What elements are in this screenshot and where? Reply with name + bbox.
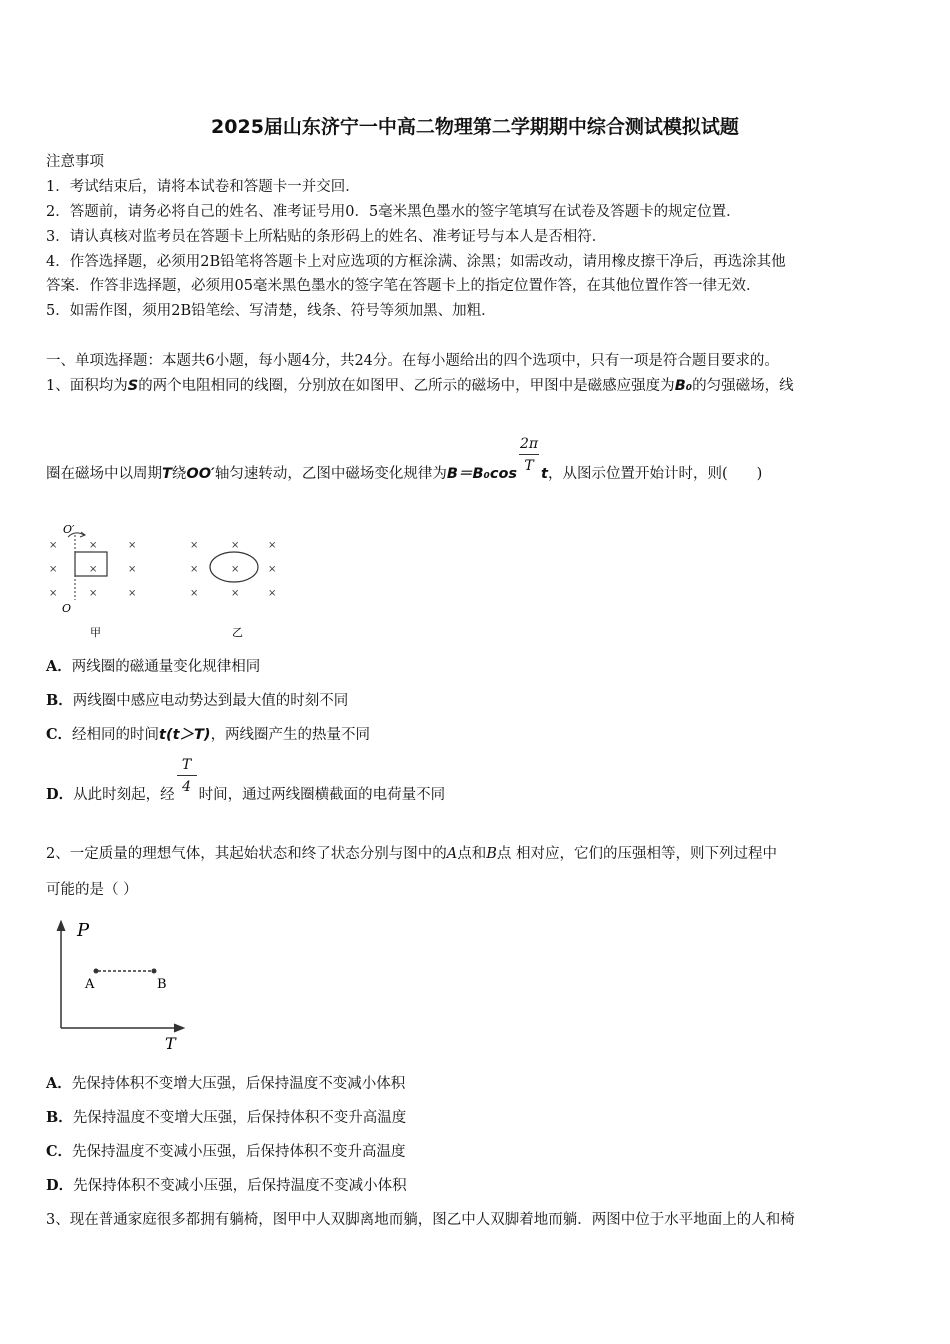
axis-label-bottom: O — [62, 602, 72, 615]
notice-item: 2．答题前，请务必将自己的姓名、准考证号用0．5毫米黑色墨水的签字笔填写在试卷及答题卡的规定位置． — [46, 204, 741, 220]
cross-mark: × — [268, 540, 277, 551]
q1-option-d: D．从此时刻起，经 $\frac{T}{4}$ 时间，通过两线圈横截面的电荷量不同 — [46, 757, 446, 803]
cross-mark: × — [128, 588, 137, 599]
axis-label-top: O′ — [63, 523, 75, 536]
figure-caption-jia: 甲 — [90, 626, 101, 639]
q2-stem-line1: 2、一定质量的理想气体，其起始状态和终了状态分别与图中的A点和B点 相对应，它们的压强相等，则下列过程中 — [46, 846, 777, 862]
cross-mark: × — [268, 564, 277, 575]
cross-mark: × — [49, 564, 58, 575]
cross-mark: × — [231, 588, 240, 599]
cross-mark: × — [190, 564, 199, 575]
q1-option-c: C．经相同的时间t(t＞T)，两线圈产生的热量不同 — [46, 726, 371, 743]
field-crosses — [49, 540, 276, 599]
cross-mark: × — [89, 540, 98, 551]
cross-mark: × — [190, 540, 199, 551]
q1-option-b: B．两线圈中感应电动势达到最大值的时刻不同 — [46, 692, 349, 709]
q3-stem-line1: 3、现在普通家庭很多都拥有躺椅，图甲中人双脚离地而躺，图乙中人双脚着地而躺．两图中位于水平地面上的人和椅 — [46, 1212, 795, 1228]
notice-item: 1．考试结束后，请将本试卷和答题卡一并交回． — [46, 179, 360, 195]
cross-mark: × — [49, 540, 58, 551]
point-a-label: A — [85, 977, 95, 992]
q1-figure-magnetic-fields — [44, 515, 294, 645]
notice-item: 3．请认真核对监考员在答题卡上所粘贴的条形码上的姓名、准考证号与本人是否相符． — [46, 229, 607, 245]
point-a — [94, 969, 99, 974]
q2-option-b: B．先保持温度不变增大压强，后保持体积不变升高温度 — [46, 1109, 407, 1126]
cross-mark: × — [128, 564, 137, 575]
cross-mark: × — [231, 540, 240, 551]
notice-item: 4．作答选择题，必须用2B铅笔将答题卡上对应选项的方框涂满、涂黑；如需改动，请用橡皮擦干净后，再选涂其他 — [46, 254, 786, 270]
q1-stem-line1: 1、面积均为S的两个电阻相同的线圈，分别放在如图甲、乙所示的磁场中，甲图中是磁感应强度为B₀的匀强磁场，线 — [46, 378, 794, 394]
fraction-2pi-over-t: $\frac{2\pi}{T}$ — [519, 436, 539, 474]
q2-option-d: D．先保持体积不变减小压强，后保持温度不变减小体积 — [46, 1177, 407, 1194]
cross-mark: × — [231, 564, 240, 575]
cross-mark: × — [190, 588, 199, 599]
q2-figure-pt-graph — [50, 915, 200, 1055]
cross-mark: × — [49, 588, 58, 599]
fraction-t-over-4: $\frac{T}{4}$ — [175, 785, 199, 805]
p-axis-label: P — [77, 920, 90, 941]
page-title: 2025届山东济宁一中高二物理第二学期期中综合测试模拟试题 — [211, 116, 739, 138]
point-b-label: B — [157, 977, 167, 992]
cross-mark: × — [268, 588, 277, 599]
q2-option-a: A．先保持体积不变增大压强，后保持温度不变减小体积 — [46, 1075, 406, 1092]
section-heading: 一、单项选择题：本题共6小题，每小题4分，共24分。在每小题给出的四个选项中，只有一项是符合题目要求的。 — [46, 353, 779, 369]
t-axis-label: T — [165, 1034, 176, 1053]
cross-mark: × — [89, 588, 98, 599]
cross-mark: × — [128, 540, 137, 551]
notice-heading: 注意事项 — [46, 154, 104, 170]
notice-item: 答案．作答非选择题，必须用05毫米黑色墨水的签字笔在答题卡上的指定位置作答，在其他位置作答一律无效． — [46, 278, 761, 294]
cross-mark: × — [89, 564, 98, 575]
q1-option-a: A．两线圈的磁通量变化规律相同 — [46, 658, 261, 675]
notice-item: 5．如需作图，须用2B铅笔绘、写清楚，线条、符号等须加黑、加粗． — [46, 303, 496, 319]
point-b — [152, 969, 157, 974]
q1-stem-line2: 圈在磁场中以周期T绕OO′轴匀速转动，乙图中磁场变化规律为B＝B₀cos $\frac{2\pi}{T}$ t，从图示位置开始计时，则( ) — [46, 436, 763, 482]
figure-caption-yi: 乙 — [232, 626, 243, 639]
q2-stem-line2: 可能的是（ ） — [46, 882, 138, 898]
q2-option-c: C．先保持温度不变减小压强，后保持体积不变升高温度 — [46, 1143, 406, 1160]
